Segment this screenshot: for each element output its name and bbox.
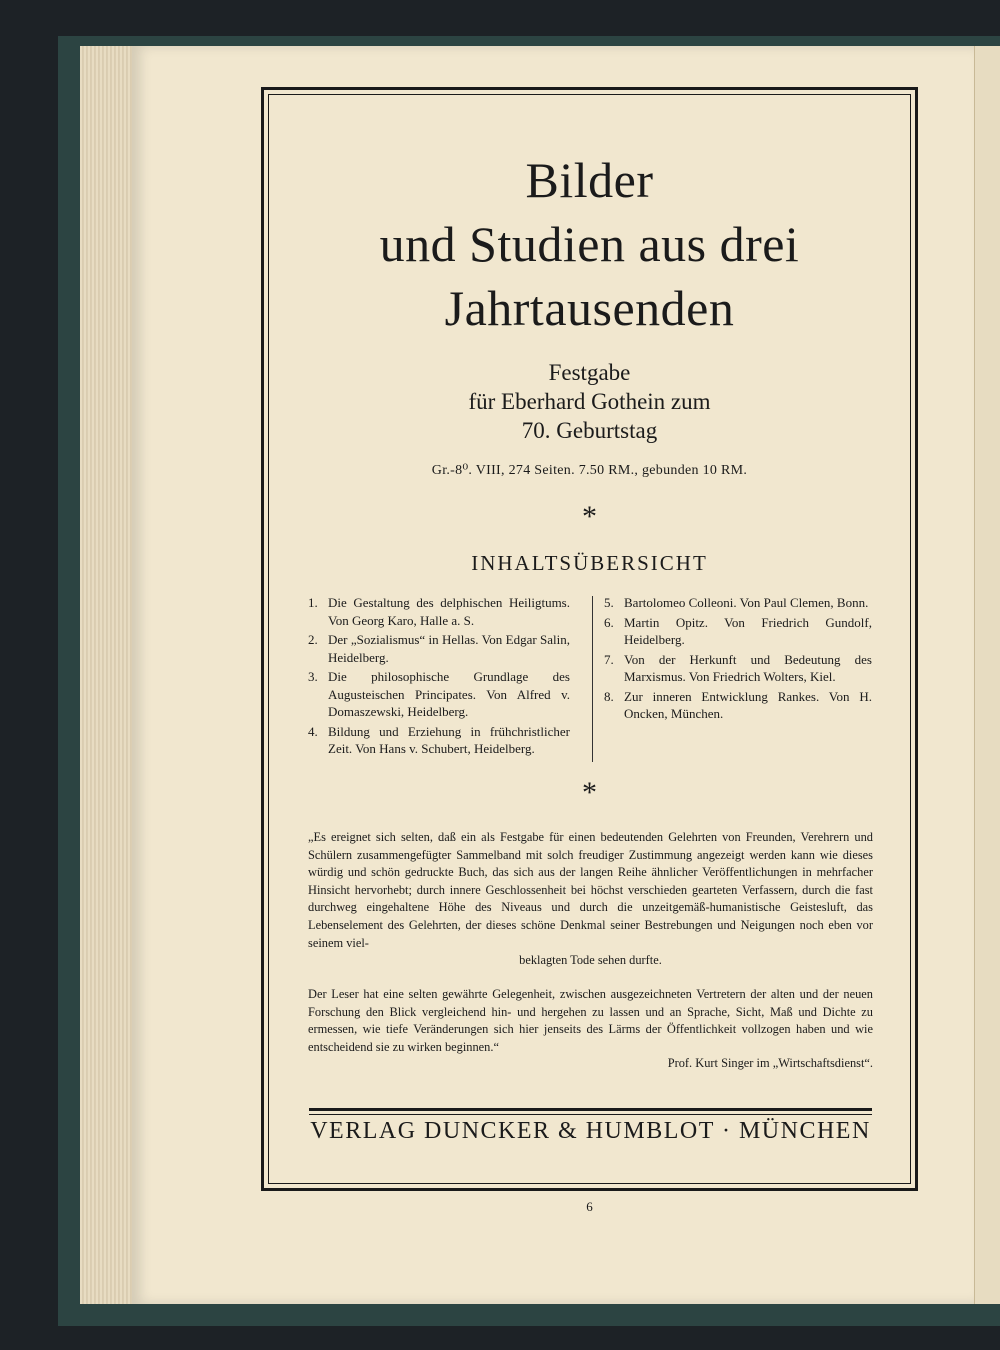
subtitle-line-1: Festgabe [548,360,631,385]
toc-column-divider [592,596,593,762]
book-title-line-2: und Studien aus drei [379,216,800,272]
price-line: Gr.-8⁰. VIII, 274 Seiten. 7.50 RM., gebunden 10 RM. [431,463,748,478]
facing-page-edge [974,46,1000,1304]
toc-item-text: Bildung und Erziehung in frühchristlicher Zeit. Von Hans v. Schubert, Heidelberg. [328,723,570,756]
quote-attribution: Prof. Kurt Singer im „Wirtschaftsdienst“. [667,1056,873,1070]
toc-item [604,688,872,723]
toc-item-text: Der „Sozialismus“ in Hellas. Von Edgar Salin, Heidelberg. [328,632,570,665]
publisher-line: VERLAG DUNCKER & HUMBLOT · MÜNCHEN [310,1118,871,1144]
publisher-rule-thin [309,1114,872,1115]
toc-item-number: 1. [308,595,318,610]
toc-item-number: 4. [308,723,318,739]
toc-item [604,614,872,649]
toc-item [308,594,570,629]
toc-item [308,631,570,666]
review-quote-text-end: beklagten Tode sehen durfte. [519,953,662,968]
toc-item-number: 8. [604,688,614,704]
toc-item [604,594,872,612]
toc-item-text: Bartolomeo Colleoni. Von Paul Clemen, Bonn. [624,595,869,610]
publisher-rule-thick [309,1108,872,1111]
review-quote-text: „Es ereignet sich selten, daß ein als Festgabe für einen bedeutenden Gelehrten von Freunden, Verehrern und Schülern zusammengefügter Sammelband mit solch freudiger Zustimmung angezeigt werden kann wie dieses würdig und schön gedruckte Buch, das sich aus der langen Reihe ähnlicher Veröffentlichungen in mehrfacher Hinsicht hervorhebt; durch innere Geschlossenheit bei höchst verschieden gearteten Verfassern, durch die fast durchweg eingehaltene Höhe des Niveaus und durch die unzeitgemäß-humanistische Geistesluft, das Lebenselement des Gelehrten, der dieses schöne Denkmal seiner Bestrebungen und Neigungen noch eben vor seinem viel- [308,830,873,950]
toc-item [308,723,570,758]
subtitle-line-2: für Eberhard Gothein zum [468,389,711,414]
separator-asterisk-bottom: * [582,776,597,809]
book-title-line-1: Bilder [525,152,654,208]
page-edges [80,46,138,1304]
review-quote-paragraph-1 [308,829,873,970]
toc-item-number: 2. [308,632,318,647]
toc-item-number: 3. [308,669,318,684]
page-number: 6 [586,1199,593,1214]
toc-item-text: Zur inneren Entwicklung Rankes. Von H. Oncken, München. [624,688,872,721]
toc-item-text: Von der Herkunft und Bedeutung des Marxismus. Von Friedrich Wolters, Kiel. [624,651,872,684]
toc-item [308,668,570,721]
toc-right-column [604,594,872,725]
book-title-line-3: Jahrtausenden [444,280,735,336]
toc-item-number: 7. [604,651,614,667]
review-quote-paragraph-2: Der Leser hat eine selten gewährte Gelegenheit, zwischen ausgezeichneten Vertretern der alten und der neuen Forschung den Blick vergleichend hin- und hergehen zu lassen und an Sprache, Sicht, Maß und Dichte zu ermessen, wie tiefe Veränderungen sich hier jenseits des Lärms der Öffentlichkeit vollzogen haben und wie entscheidend sie zu wirken beginnen.“ [308,987,873,1054]
toc-item-number: 5. [604,595,614,610]
toc-item [604,651,872,686]
toc-item-number: 6. [604,614,614,630]
toc-item-text: Die Gestaltung des delphischen Heiligtums. Von Georg Karo, Halle a. S. [328,595,570,628]
toc-heading: INHALTSÜBERSICHT [471,551,708,575]
toc-left-column [308,594,570,760]
separator-asterisk-top: * [582,500,597,533]
toc-item-text: Martin Opitz. Von Friedrich Gundolf, Heidelberg. [624,614,872,647]
subtitle-line-3: 70. Geburtstag [521,418,658,443]
toc-item-text: Die philosophische Grundlage des Augusteischen Principates. Von Alfred v. Domaszewski, Heidelberg. [328,669,570,719]
